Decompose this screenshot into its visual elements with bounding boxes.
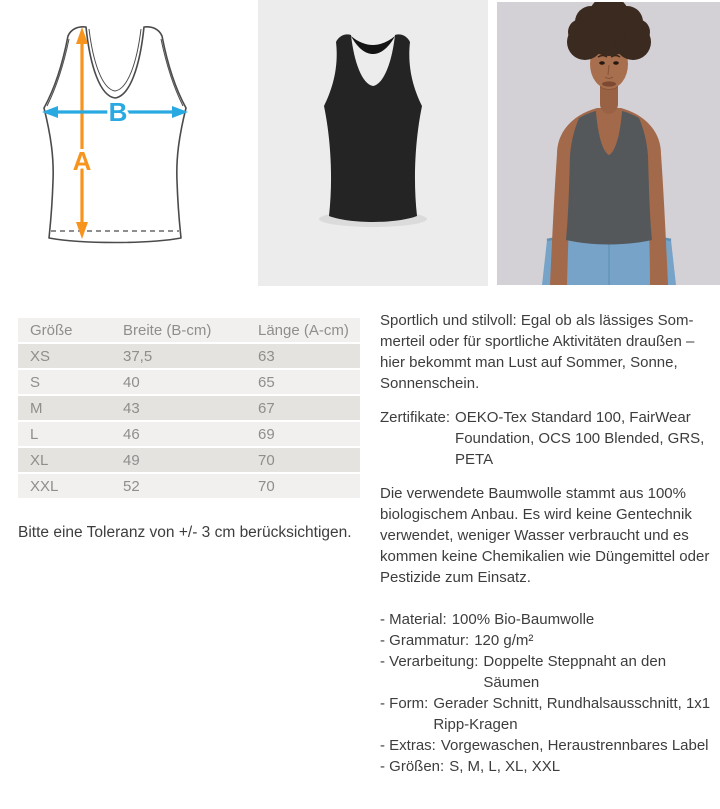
cotton-paragraph: Die verwendete Baumwolle stammt aus 100% biologischem Anbau. Es wird keine Gentechnik verwendet, weniger Wasser verbraucht und es kommen keine Chemikalien wie Düngemittel oder Pestizide zum Einsatz. [380, 485, 710, 586]
table-row: L 46 69 [18, 422, 360, 448]
size-diagram-image [40, 16, 190, 252]
col-header-size: Größe [18, 318, 111, 344]
certificates-paragraph [380, 407, 713, 470]
size-table-header [18, 318, 360, 344]
table-row: XL 49 70 [18, 448, 360, 474]
detail-item-grammatur: - Grammatur: 120 g/m² [380, 632, 534, 649]
tolerance-note: Bitte eine Toleranz von +/- 3 cm berücksichtigen. [18, 524, 352, 541]
table-row: M 43 67 [18, 396, 360, 422]
col-header-width: Breite (B-cm) [111, 318, 246, 344]
table-row: S 40 65 [18, 370, 360, 396]
label-a: A [72, 146, 92, 176]
model-photo [497, 2, 720, 285]
col-header-length: Länge (A-cm) [246, 318, 360, 344]
detail-item-material: - Material: 100% Bio-Baumwolle [380, 611, 595, 628]
product-description [380, 310, 713, 777]
table-row: XXL 52 70 [18, 474, 360, 500]
label-b: B [108, 97, 128, 127]
certificates-value: OEKO-Tex Standard 100, FairWear Foundation, OCS 100 Blended, GRS, PETA [455, 409, 705, 468]
product-photo-black-tanktop [258, 0, 488, 286]
details-list [380, 609, 713, 777]
detail-item-form: - Form: Gerader Schnitt, Rundhalsausschnitt, 1x1 Ripp-Kragen [380, 695, 711, 733]
size-table [18, 318, 360, 500]
intro-paragraph: Sportlich und stilvoll: Egal ob als lässiges Sommerteil oder für sportliche Aktivitäten draußen – hier bekommt man Lust auf Sommer, Sonne, Sonnenschein. [380, 312, 695, 392]
certificates-label: Zertifikate: [380, 409, 451, 426]
detail-item-extras: - Extras: Vorgewaschen, Heraustrennbares Label [380, 737, 709, 754]
table-row: XS 37,5 63 [18, 344, 360, 370]
detail-item-groessen: - Größen: S, M, L, XL, XXL [380, 758, 561, 775]
tank-outline [44, 27, 186, 243]
detail-item-verarbeitung: - Verarbeitung: Doppelte Steppnaht an den Säumen [380, 653, 667, 691]
